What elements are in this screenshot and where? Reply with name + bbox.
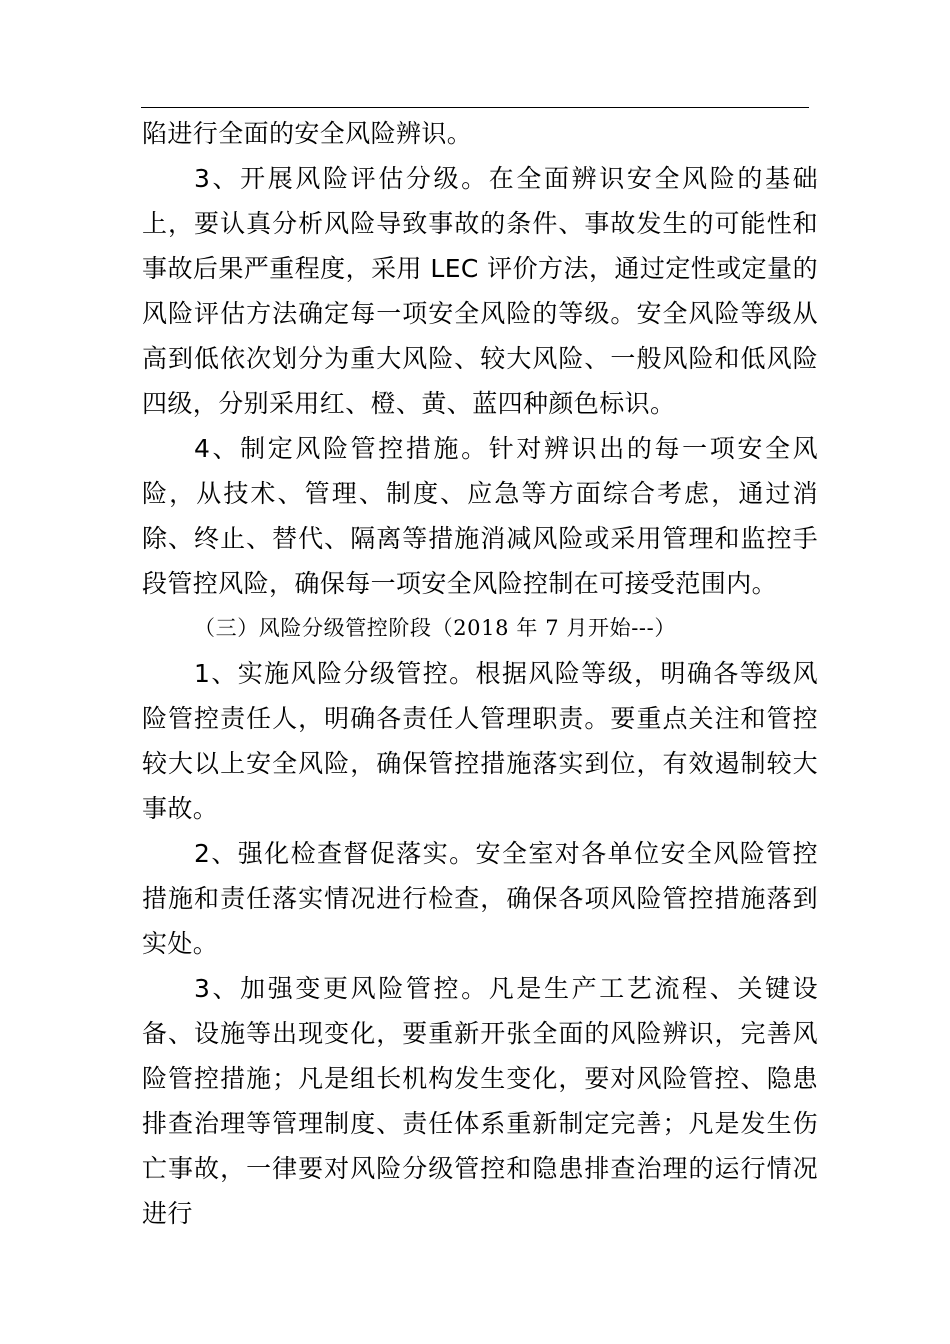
paragraph-continuation: 陷进行全面的安全风险辨识。 — [142, 119, 473, 148]
document-body — [142, 111, 818, 1236]
paragraph-change-control: 3、加强变更风险管控。凡是生产工艺流程、关键设备、设施等出现变化，要重新开张全面的风险辨识，完善风险管控措施；凡是组长机构发生变化，要对风险管控、隐患排查治理等管理制度、责任体系重新制定完善；凡是发生伤亡事故，一律要对风险分级管控和隐患排查治理的运行情况进行 — [142, 974, 818, 1228]
section-heading-stage-three: （三）风险分级管控阶段（2018 年 7 月开始---） — [194, 616, 676, 640]
paragraph-graded-control: 1、实施风险分级管控。根据风险等级，明确各等级风险管控责任人，明确各责任人管理职责。要重点关注和管控较大以上安全风险，确保管控措施落实到位，有效遏制较大事故。 — [142, 659, 818, 823]
paragraph-inspection: 2、强化检查督促落实。安全室对各单位安全风险管控措施和责任落实情况进行检查，确保各项风险管控措施落到实处。 — [142, 839, 818, 958]
paragraph-risk-assessment: 3、开展风险评估分级。在全面辨识安全风险的基础上，要认真分析风险导致事故的条件、事故发生的可能性和事故后果严重程度，采用 LEC 评价方法，通过定性或定量的风险评估方法确定每一项安全风险的等级。安全风险等级从高到低依次划分为重大风险、较大风险、一般风险和低风险四级，分别采用红、橙、黄、蓝四种颜色标识。 — [142, 164, 818, 418]
header-rule — [141, 107, 809, 108]
paragraph-control-measures: 4、制定风险管控措施。针对辨识出的每一项安全风险，从技术、管理、制度、应急等方面综合考虑，通过消除、终止、替代、隔离等措施消减风险或采用管理和监控手段管控风险，确保每一项安全风险控制在可接受范围内。 — [142, 434, 818, 598]
